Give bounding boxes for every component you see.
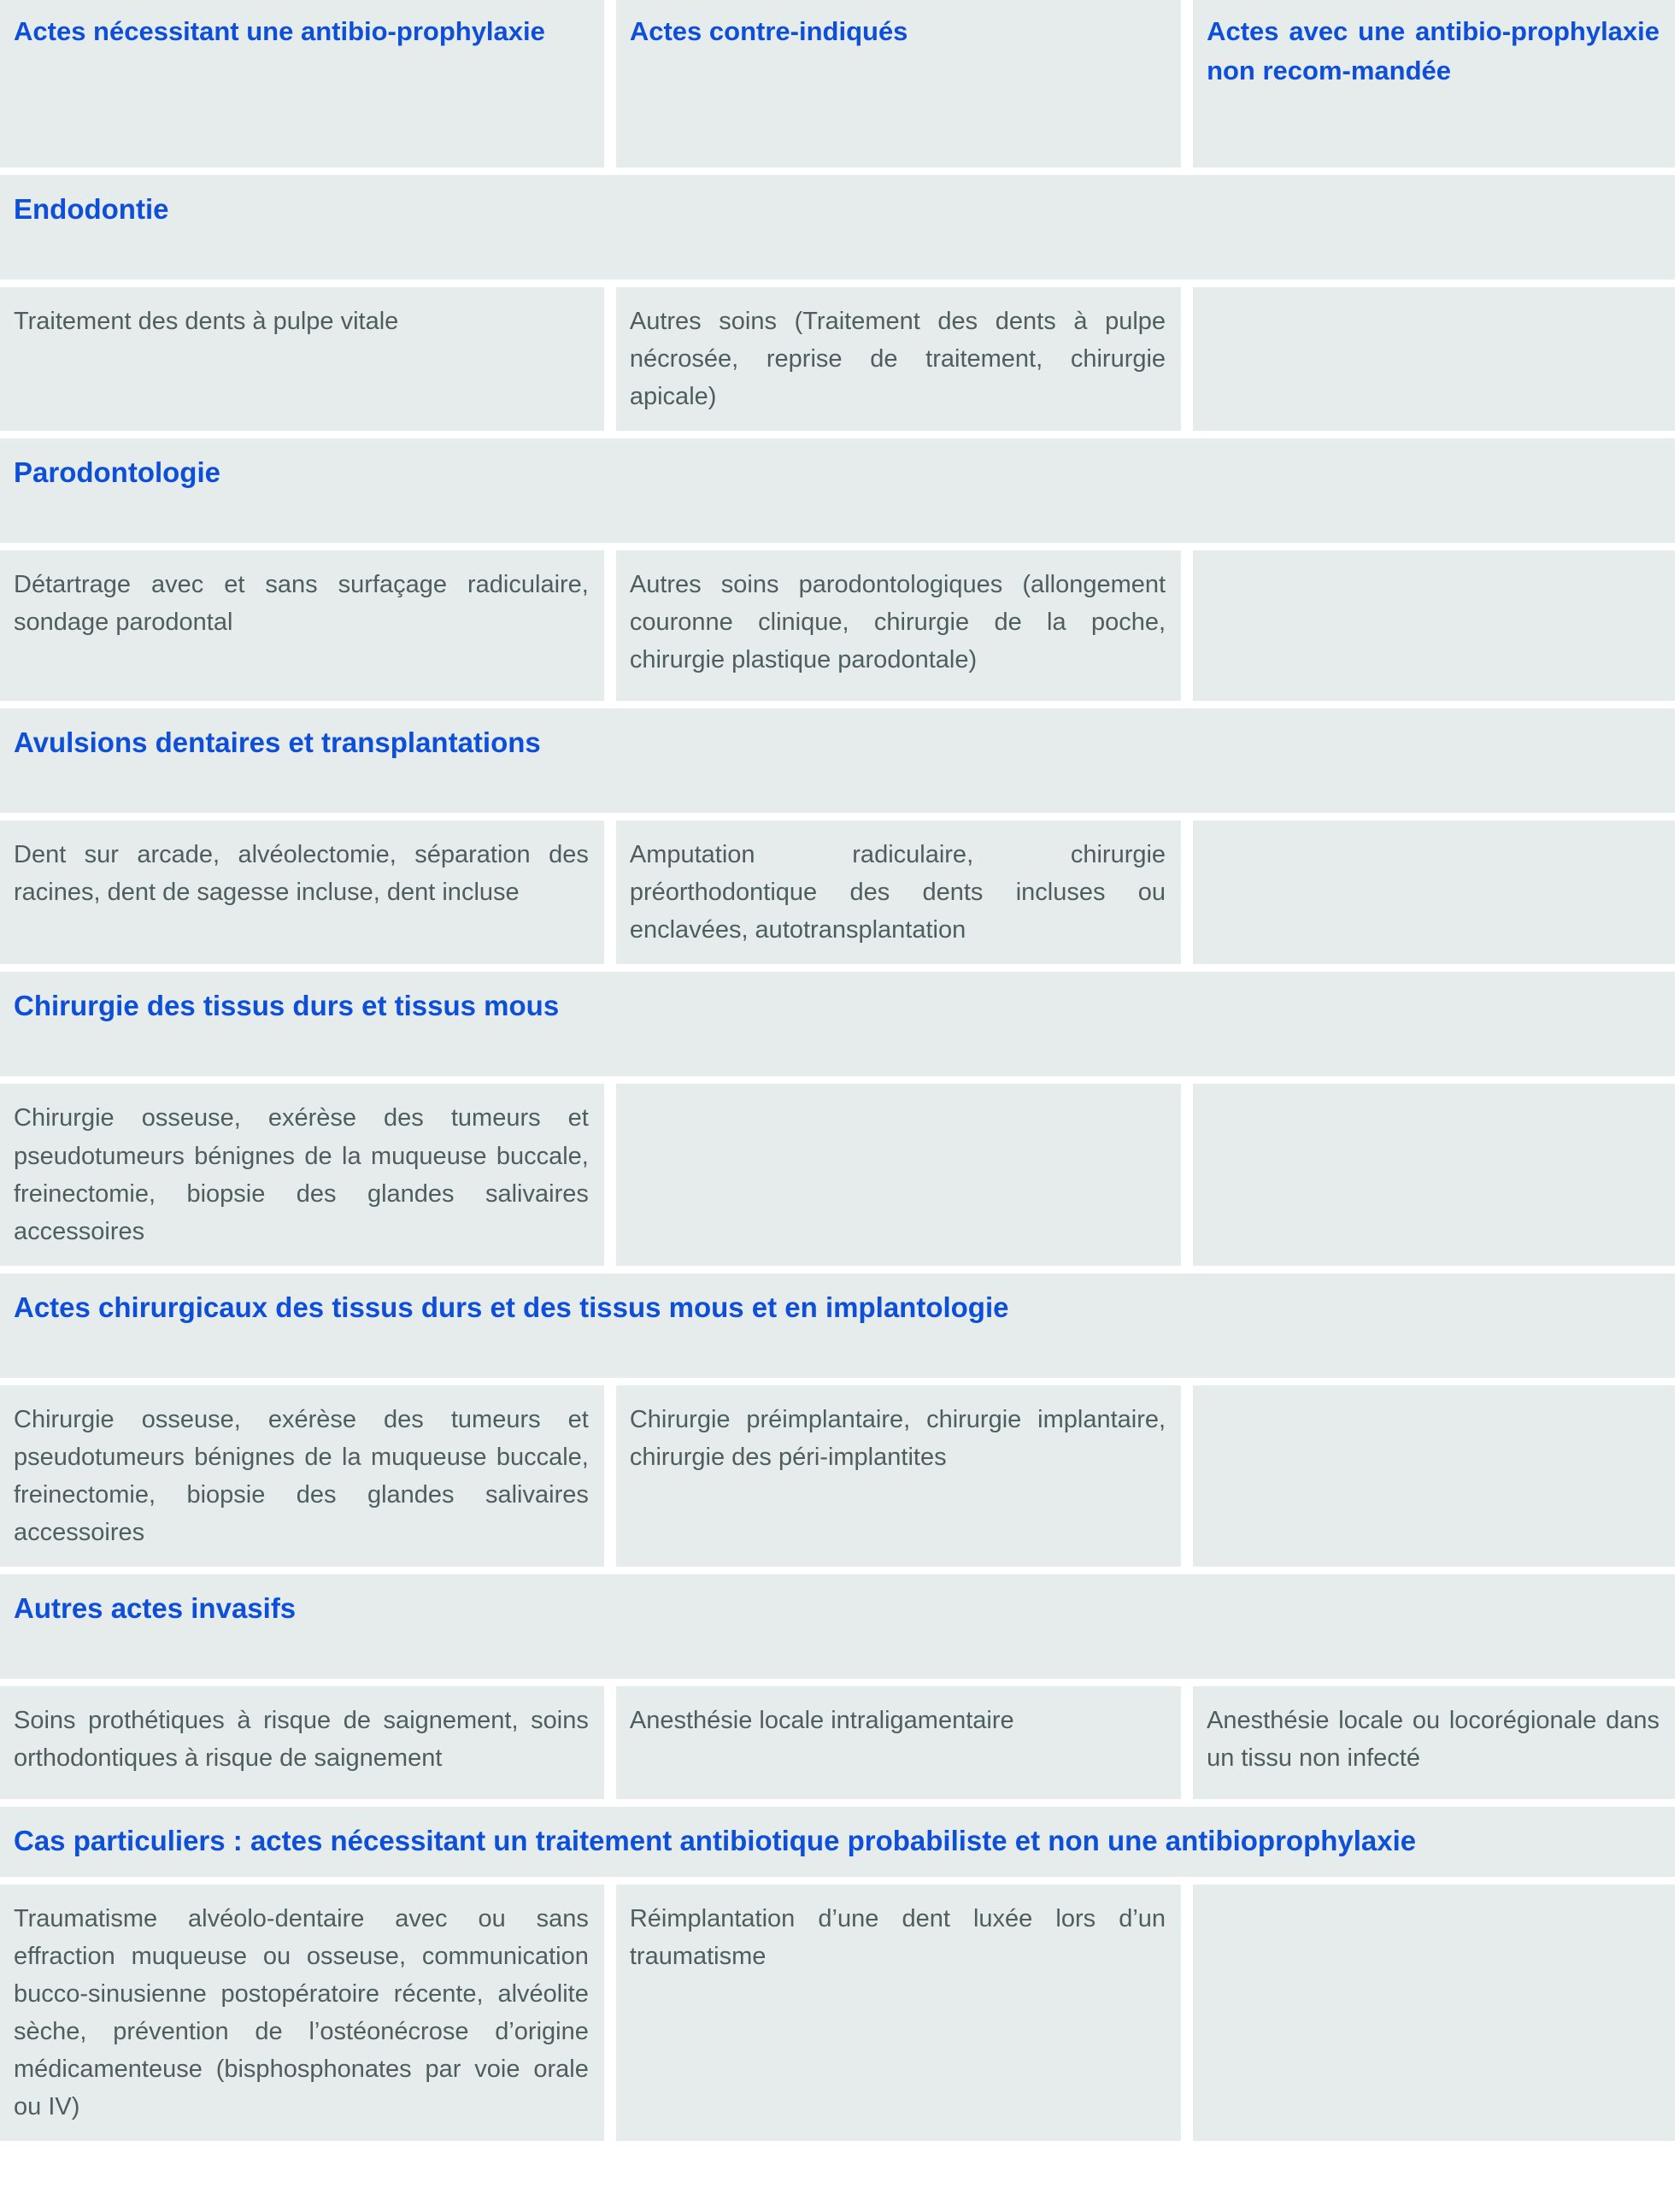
section-header-row-autres-actes-invasifs (0, 1574, 1675, 1679)
section-header-cas-particuliers (0, 1807, 1675, 1877)
cell-cas-particuliers-col3 (1193, 1885, 1675, 2141)
cell-parodontologie-col1 (0, 550, 604, 701)
section-title-chirurgie-tissus: Chirurgie des tissus durs et tissus mous (14, 990, 560, 1022)
section-title-actes-chirurgicaux: Actes chirurgicaux des tissus durs et des tissus mous et en implantologie (14, 1291, 1009, 1323)
section-title-autres-actes-invasifs: Autres actes invasifs (14, 1592, 297, 1625)
cell-text-autres-actes-invasifs-col1: Soins prothétiques à risque de saignement, soins orthodontiques à risque de saignement (14, 1707, 589, 1773)
section-header-row-endodontie (0, 175, 1675, 279)
table-row-actes-chirurgicaux (0, 1385, 1675, 1567)
section-header-autres-actes-invasifs (0, 1574, 1675, 1679)
section-header-row-chirurgie-tissus (0, 972, 1675, 1076)
table-row-cas-particuliers (0, 1885, 1675, 2141)
cell-text-cas-particuliers-col2: Réimplantation d’une dent luxée lors d’un traumatisme (629, 1904, 1166, 1971)
cell-endodontie-col3 (1193, 287, 1675, 431)
section-header-row-cas-particuliers (0, 1807, 1675, 1877)
cell-text-autres-actes-invasifs-col3: Anesthésie locale ou locorégionale dans un tissu non infecté (1207, 1707, 1660, 1773)
cell-text-avulsions-col1: Dent sur arcade, alvéolectomie, séparation des racines, dent de sagesse incluse, dent incluse (14, 841, 589, 907)
cell-text-chirurgie-tissus-col1: Chirurgie osseuse, exérèse des tumeurs et pseudotumeurs bénignes de la muqueuse buccale, freinectomie, biopsie des glandes salivaires accessoires (14, 1104, 589, 1245)
cell-actes-chirurgicaux-col2 (616, 1385, 1181, 1567)
cell-actes-chirurgicaux-col1 (0, 1385, 604, 1567)
section-title-cas-particuliers: Cas particuliers : actes nécessitant un traitement antibiotique probabiliste et non une antibioprophylaxie (14, 1825, 1417, 1857)
section-header-actes-chirurgicaux (0, 1273, 1675, 1378)
section-header-row-actes-chirurgicaux (0, 1273, 1675, 1378)
table-row-autres-actes-invasifs (0, 1686, 1675, 1799)
cell-text-actes-chirurgicaux-col2: Chirurgie préimplantaire, chirurgie implantaire, chirurgie des péri-implantites (629, 1405, 1166, 1471)
cell-text-endodontie-col1: Traitement des dents à pulpe vitale (14, 308, 399, 335)
cell-avulsions-col3 (1193, 820, 1675, 964)
cell-cas-particuliers-col1 (0, 1885, 604, 2141)
column-header-label-2: Actes contre-indiqués (629, 16, 908, 46)
cell-text-endodontie-col2: Autres soins (Traitement des dents à pulpe nécrosée, reprise de traitement, chirurgie apicale) (629, 308, 1166, 411)
column-header-label-1: Actes nécessitant une antibio-prophylaxie (14, 16, 545, 46)
section-title-parodontologie: Parodontologie (14, 456, 220, 489)
section-header-row-parodontologie (0, 438, 1675, 543)
table-row-chirurgie-tissus (0, 1084, 1675, 1265)
cell-chirurgie-tissus-col3 (1193, 1084, 1675, 1265)
section-header-endodontie (0, 175, 1675, 279)
cell-text-autres-actes-invasifs-col2: Anesthésie locale intraligamentaire (629, 1707, 1014, 1735)
cell-avulsions-col2 (616, 820, 1181, 964)
cell-autres-actes-invasifs-col2 (616, 1686, 1181, 1799)
cell-autres-actes-invasifs-col3 (1193, 1686, 1675, 1799)
section-header-chirurgie-tissus (0, 972, 1675, 1076)
table-row-parodontologie (0, 550, 1675, 701)
column-header-label-3: Actes avec une antibio-prophylaxie non recom-mandée (1207, 16, 1660, 85)
cell-chirurgie-tissus-col1 (0, 1084, 604, 1265)
cell-text-actes-chirurgicaux-col1: Chirurgie osseuse, exérèse des tumeurs et pseudotumeurs bénignes de la muqueuse buccale, freinectomie, biopsie des glandes salivaires accessoires (14, 1405, 589, 1547)
cell-actes-chirurgicaux-col3 (1193, 1385, 1675, 1567)
cell-avulsions-col1 (0, 820, 604, 964)
section-header-parodontologie (0, 438, 1675, 543)
cell-parodontologie-col3 (1193, 550, 1675, 701)
section-header-avulsions (0, 709, 1675, 813)
cell-text-avulsions-col2: Amputation radiculaire, chirurgie préorthodontique des dents incluses ou enclavées, autotransplantation (629, 841, 1166, 944)
cell-endodontie-col2 (616, 287, 1181, 431)
cell-text-parodontologie-col1: Détartrage avec et sans surfaçage radiculaire, sondage parodontal (14, 571, 589, 637)
table-row-avulsions (0, 820, 1675, 964)
table-row-endodontie (0, 287, 1675, 431)
cell-cas-particuliers-col2 (616, 1885, 1181, 2141)
cell-text-cas-particuliers-col1: Traumatisme alvéolo-dentaire avec ou sans effraction muqueuse ou osseuse, communication bucco-sinusienne postopératoire récente, alvéolite sèche, prévention de l’ostéonécrose d’origine médicamenteuse (bisphosphonates par voie orale ou IV) (14, 1904, 589, 2121)
cell-chirurgie-tissus-col2 (616, 1084, 1181, 1265)
cell-parodontologie-col2 (616, 550, 1181, 701)
column-header-cell-2 (616, 0, 1181, 168)
cell-autres-actes-invasifs-col1 (0, 1686, 604, 1799)
section-header-row-avulsions (0, 709, 1675, 813)
section-title-avulsions: Avulsions dentaires et transplantations (14, 726, 541, 759)
column-header-cell-1 (0, 0, 604, 168)
column-header-cell-3 (1193, 0, 1675, 168)
cell-endodontie-col1 (0, 287, 604, 431)
section-title-endodontie: Endodontie (14, 193, 169, 225)
cell-text-parodontologie-col2: Autres soins parodontologiques (allongement couronne clinique, chirurgie de la poche, chirurgie plastique parodontale) (629, 571, 1166, 674)
table-header-row (0, 0, 1675, 168)
